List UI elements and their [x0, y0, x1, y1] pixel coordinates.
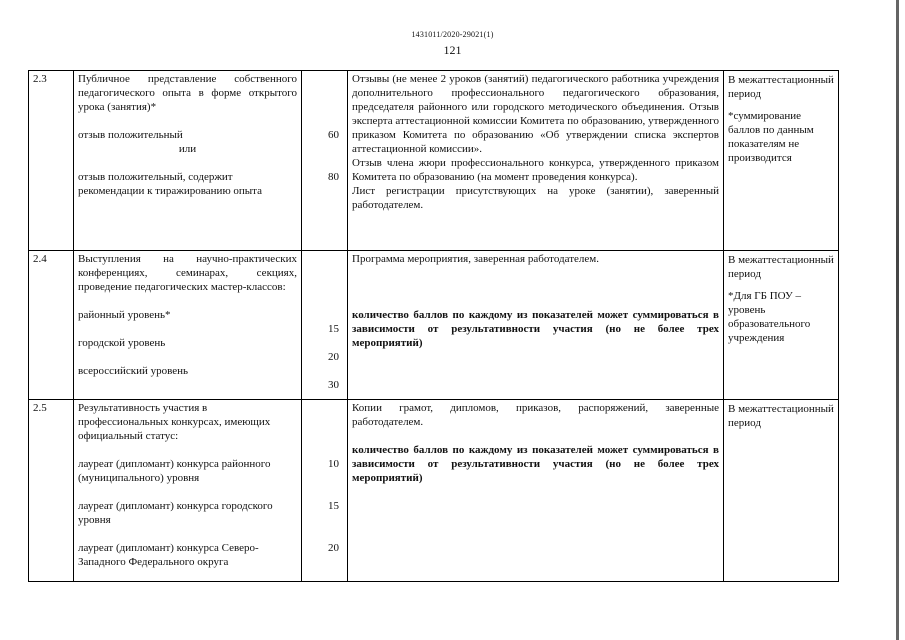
note-period: В межаттестационный период — [728, 254, 834, 280]
document-number: 1431011/2020-29021(1) — [411, 30, 494, 39]
table-row — [29, 251, 839, 400]
document-text: Копии грамот, дипломов, приказов, распоряжений, заверенные работодателем. — [352, 402, 719, 428]
document-text: Отзывы (не менее 2 уроков (занятий) педагогического работника учреждения дополнительного профессионального педагогического образования, председателя районного или городского методического объединения. Отзыв эксперта аттестационной комиссии Комитета по образованию, утвержденного приказом Комитета по образованию «Об утверждении списка экспертов аттестационной комиссии». — [352, 73, 719, 155]
points-value: 80 — [328, 171, 339, 183]
documents-cell — [348, 400, 724, 582]
indicator-title: Выступления на научно-практических конференциях, семинарах, секциях, проведение педагогических мастер-классов: — [78, 253, 297, 293]
note-cell — [724, 71, 839, 251]
points-cell — [302, 251, 348, 400]
scan-edge — [896, 0, 899, 640]
points-cell — [302, 400, 348, 582]
note-cell — [724, 400, 839, 582]
indicator-item: лауреат (дипломант) конкурса городского уровня — [78, 500, 273, 526]
row-number: 2.5 — [29, 400, 74, 582]
document-text: Программа мероприятия, заверенная работодателем. — [352, 253, 599, 265]
points-value: 30 — [328, 379, 339, 391]
document-text: Отзыв члена жюри профессионального конкурса, утвержденного приказом Комитета по образованию (на момент проведения конкурса). — [352, 157, 719, 183]
scoring-rule: количество баллов по каждому из показателей может суммироваться в зависимости от результативности участия (но не более трех мероприятий) — [352, 444, 719, 484]
points-value: 10 — [328, 458, 339, 470]
indicator-item: лауреат (дипломант) конкурса районного (муниципального) уровня — [78, 458, 271, 484]
indicator-item: лауреат (дипломант) конкурса Северо-Западного Федерального округа — [78, 542, 259, 568]
indicator-item: городской уровень — [78, 337, 166, 349]
note-period: В межаттестационный период — [728, 403, 834, 429]
indicator-cell — [74, 400, 302, 582]
row-number: 2.4 — [29, 251, 74, 400]
document-text: Лист регистрации присутствующих на уроке (занятии), заверенный работодателем. — [352, 185, 719, 211]
points-value: 15 — [328, 323, 339, 335]
indicator-item: районный уровень* — [78, 309, 171, 321]
note-remark: *Для ГБ ПОУ – уровень образовательного учреждения — [728, 290, 811, 344]
indicator-title: Результативность участия в профессиональных конкурсах, имеющих официальный статус: — [78, 402, 271, 442]
points-cell — [302, 71, 348, 251]
indicator-item: отзыв положительный — [78, 129, 183, 141]
indicator-or: или — [178, 143, 197, 155]
table-row — [29, 71, 839, 251]
indicator-item: всероссийский уровень — [78, 365, 189, 377]
note-period: В межаттестационный период — [728, 74, 834, 100]
points-value: 15 — [328, 500, 339, 512]
points-value: 20 — [328, 351, 339, 363]
scoring-rule: количество баллов по каждому из показателей может суммироваться в зависимости от результативности участия (но не более трех мероприятий) — [352, 309, 719, 349]
indicator-item: отзыв положительный, содержит рекомендации к тиражированию опыта — [78, 171, 263, 197]
indicator-title: Публичное представление собственного педагогического опыта в форме открытого урока (занятия)* — [78, 73, 297, 113]
indicator-cell — [74, 251, 302, 400]
documents-cell — [348, 71, 724, 251]
documents-cell — [348, 251, 724, 400]
criteria-table — [28, 70, 839, 582]
points-value: 60 — [328, 129, 339, 141]
indicator-cell — [74, 71, 302, 251]
note-cell — [724, 251, 839, 400]
row-number: 2.3 — [29, 71, 74, 251]
table-row — [29, 400, 839, 582]
note-remark: *суммирование баллов по данным показателям не производится — [728, 110, 814, 164]
page-number: 121 — [443, 43, 462, 57]
points-value: 20 — [328, 542, 339, 554]
